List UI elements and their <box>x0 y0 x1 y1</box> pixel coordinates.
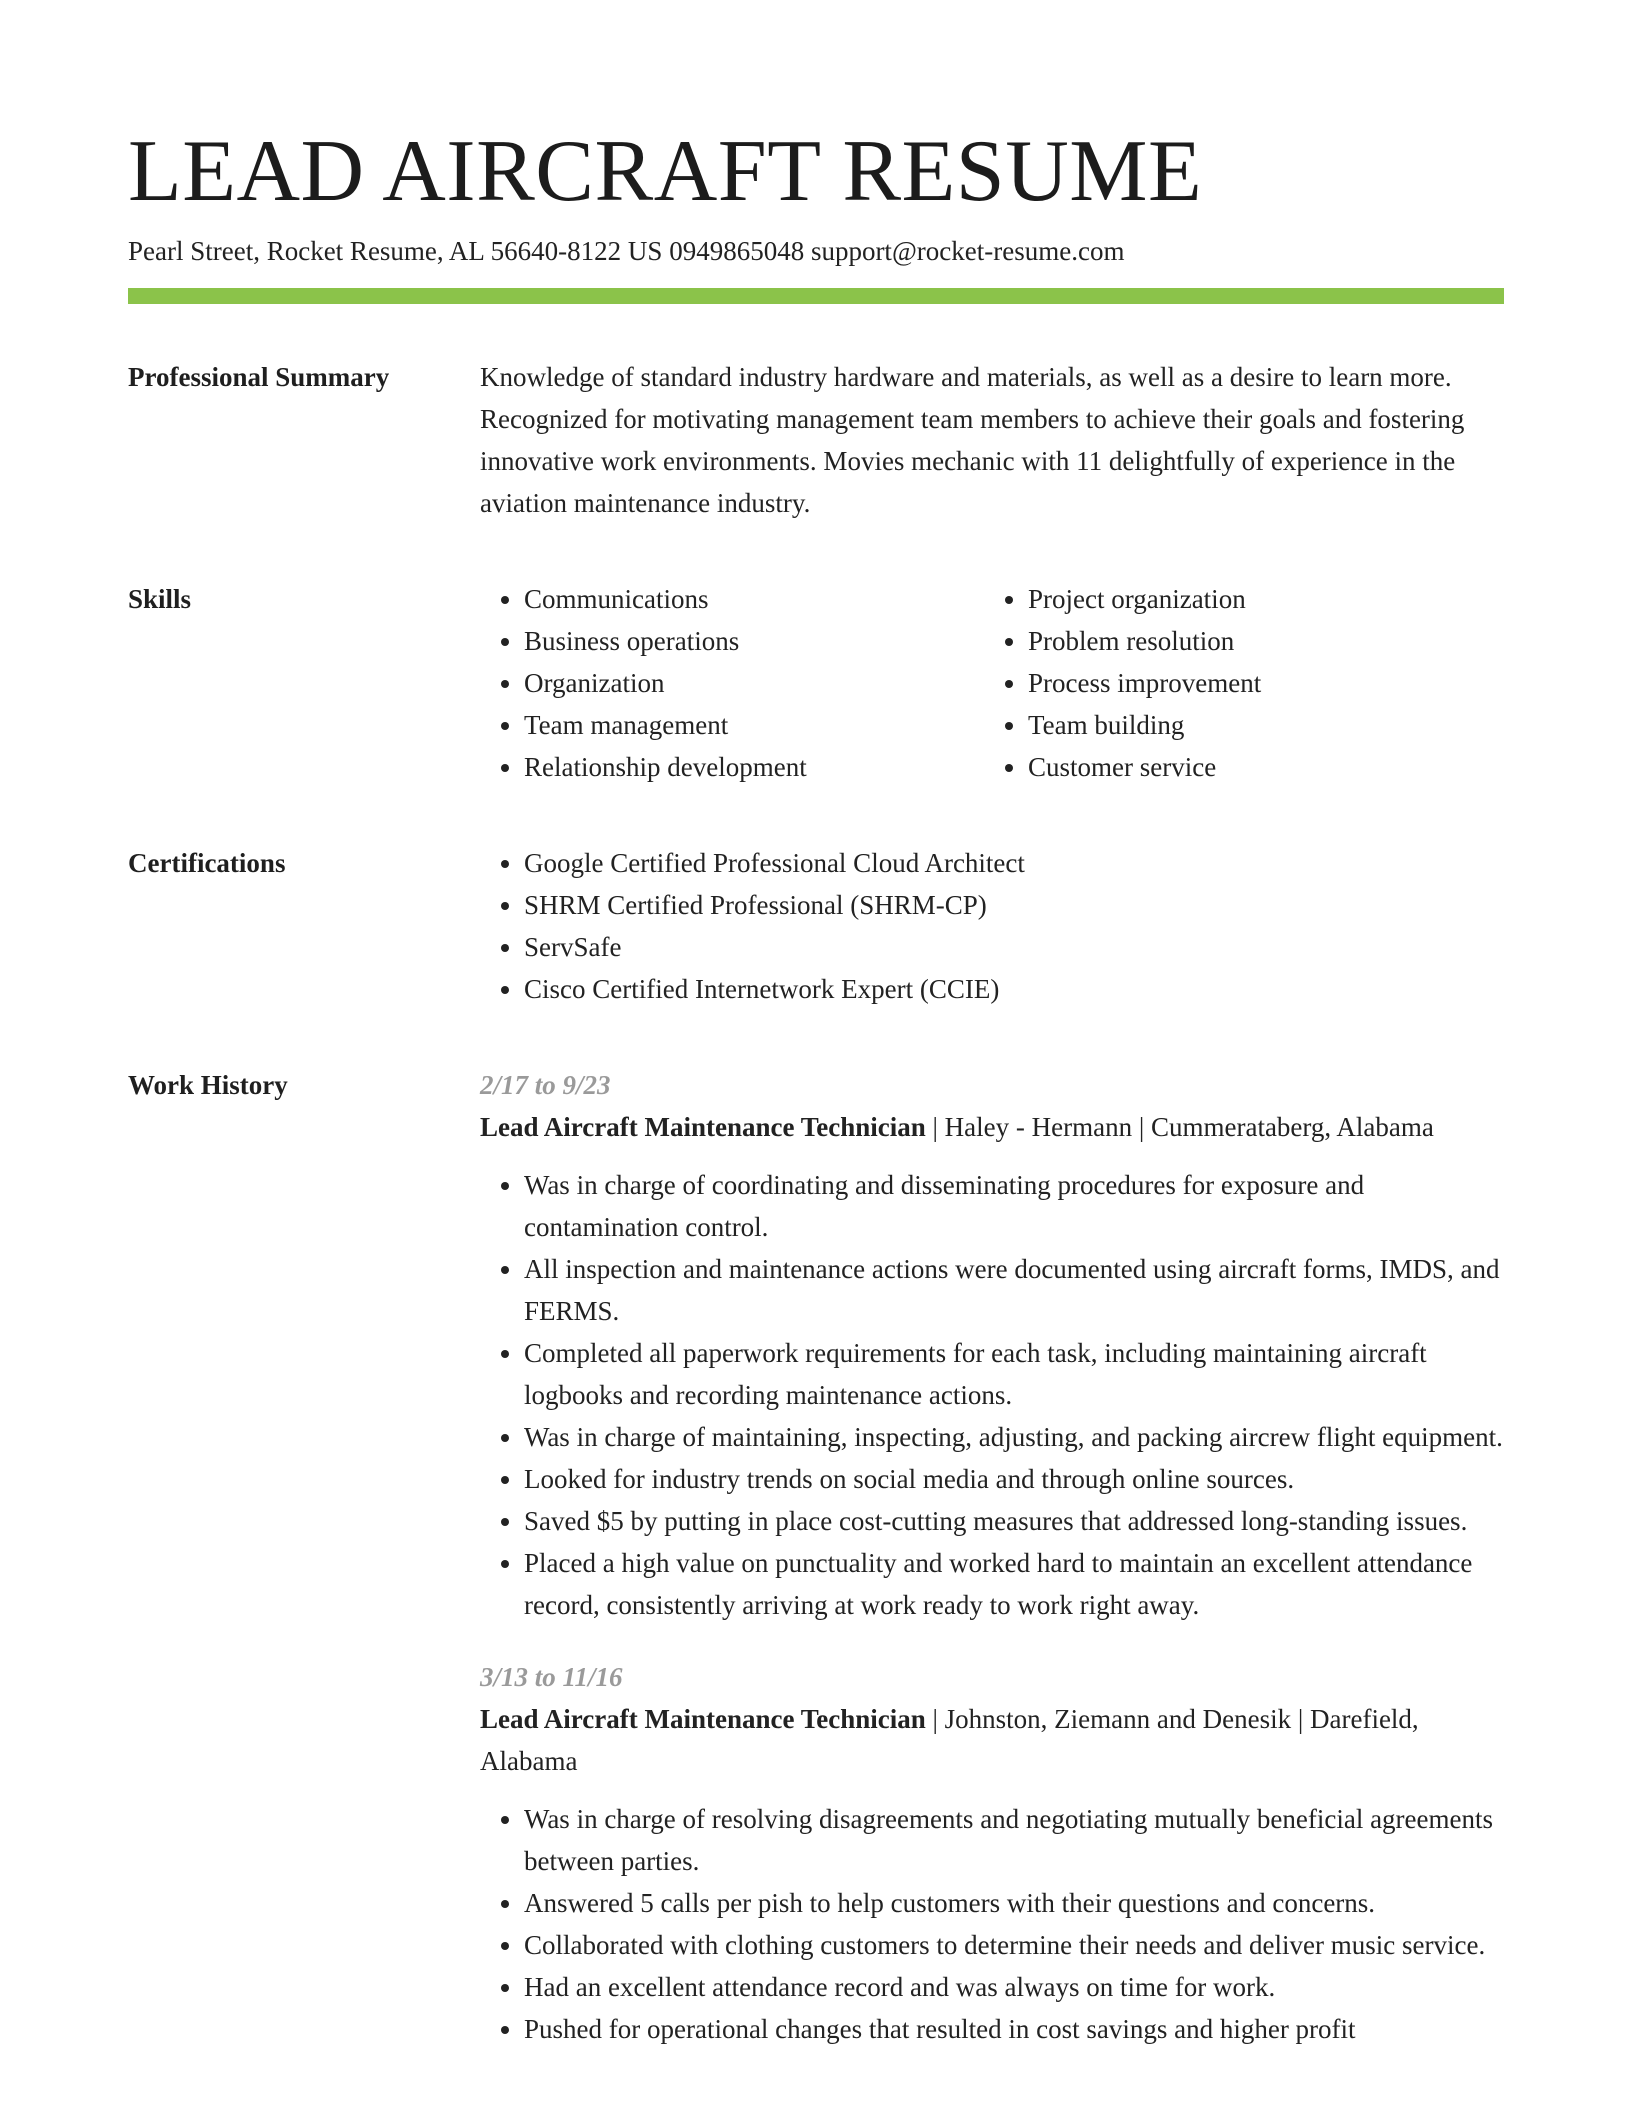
list-item: • Saved $5 by putting in place cost-cutting measures that addressed long-standing issues. <box>524 1500 1504 1542</box>
job-bullets <box>480 1164 1504 1626</box>
work-history-body <box>480 1064 1504 2050</box>
list-item: • Completed all paperwork requirements for each task, including maintaining aircraft logbooks and recording maintenance actions. <box>524 1332 1504 1416</box>
job-entry <box>480 1064 1504 1626</box>
skills-list-left <box>480 578 984 788</box>
section-label: Work History <box>128 1070 288 1100</box>
list-item: • Cisco Certified Internetwork Expert (CCIE) <box>524 968 1504 1010</box>
job-details: | Johnston, Ziemann and Denesik | Darefield, Alabama <box>480 1704 1419 1776</box>
list-item: • SHRM Certified Professional (SHRM-CP) <box>524 884 1504 926</box>
list-item: • Process improvement <box>1028 662 1508 704</box>
list-item: • Google Certified Professional Cloud Architect <box>524 842 1504 884</box>
job-title: Lead Aircraft Maintenance Technician <box>480 1704 926 1734</box>
skills-grid <box>480 578 1508 788</box>
job-title: Lead Aircraft Maintenance Technician <box>480 1112 926 1142</box>
list-item: • Had an excellent attendance record and was always on time for work. <box>524 1966 1504 2008</box>
section-label: Certifications <box>128 848 286 878</box>
list-item: • All inspection and maintenance actions were documented using aircraft forms, IMDS, and FERMS. <box>524 1248 1504 1332</box>
skills-list-right <box>984 578 1508 788</box>
certifications-body <box>480 842 1504 1010</box>
list-item: • Problem resolution <box>1028 620 1508 662</box>
header-divider <box>128 288 1504 304</box>
list-item: • Communications <box>524 578 984 620</box>
list-item: • Was in charge of maintaining, inspecting, adjusting, and packing aircrew flight equipment. <box>524 1416 1504 1458</box>
list-item: • Answered 5 calls per pish to help customers with their questions and concerns. <box>524 1882 1504 1924</box>
resume-title: LEAD AIRCRAFT RESUME <box>128 123 1203 220</box>
section-certifications <box>128 842 1504 1010</box>
list-item: • Customer service <box>1028 746 1508 788</box>
summary-text: Knowledge of standard industry hardware and materials, as well as a desire to learn more. Recognized for motivating management team members to achieve their goals and fostering innovative work environments. Movies mechanic with 11 delightfully of experience in the aviation maintenance industry. <box>480 362 1465 518</box>
list-item: • Collaborated with clothing customers to determine their needs and deliver music service. <box>524 1924 1504 1966</box>
list-item: • Placed a high value on punctuality and worked hard to maintain an excellent attendance record, consistently arriving at work ready to work right away. <box>524 1542 1504 1626</box>
contact-line <box>128 234 1504 268</box>
resume-page <box>128 118 1504 2050</box>
summary-body <box>480 356 1504 524</box>
list-item: • Was in charge of coordinating and disseminating procedures for exposure and contamination control. <box>524 1164 1504 1248</box>
list-item: • Was in charge of resolving disagreements and negotiating mutually beneficial agreements between parties. <box>524 1798 1504 1882</box>
job-dates: 3/13 to 11/16 <box>480 1662 623 1692</box>
contact-address: Pearl Street, Rocket Resume, AL 56640-8122 US <box>128 236 663 266</box>
list-item: • Team management <box>524 704 984 746</box>
contact-phone: 0949865048 <box>669 236 805 266</box>
job-title-line <box>480 1698 1504 1782</box>
section-label: Skills <box>128 584 192 614</box>
list-item: • Business operations <box>524 620 984 662</box>
list-item: • Team building <box>1028 704 1508 746</box>
section-skills <box>128 578 1504 788</box>
list-item: • ServSafe <box>524 926 1504 968</box>
job-dates: 2/17 to 9/23 <box>480 1070 611 1100</box>
list-item: • Pushed for operational changes that resulted in cost savings and higher profit <box>524 2008 1504 2050</box>
certifications-list <box>480 842 1504 1010</box>
list-item: • Organization <box>524 662 984 704</box>
section-professional-summary <box>128 356 1504 524</box>
list-item: • Project organization <box>1028 578 1508 620</box>
job-bullets <box>480 1798 1504 2050</box>
job-entry <box>480 1656 1504 2050</box>
job-title-line <box>480 1106 1504 1148</box>
section-label: Professional Summary <box>128 362 390 392</box>
job-details: | Haley - Hermann | Cummerataberg, Alabama <box>925 1112 1434 1142</box>
section-work-history <box>128 1064 1504 2050</box>
list-item: • Looked for industry trends on social media and through online sources. <box>524 1458 1504 1500</box>
list-item: • Relationship development <box>524 746 984 788</box>
contact-email: support@rocket-resume.com <box>810 236 1125 266</box>
